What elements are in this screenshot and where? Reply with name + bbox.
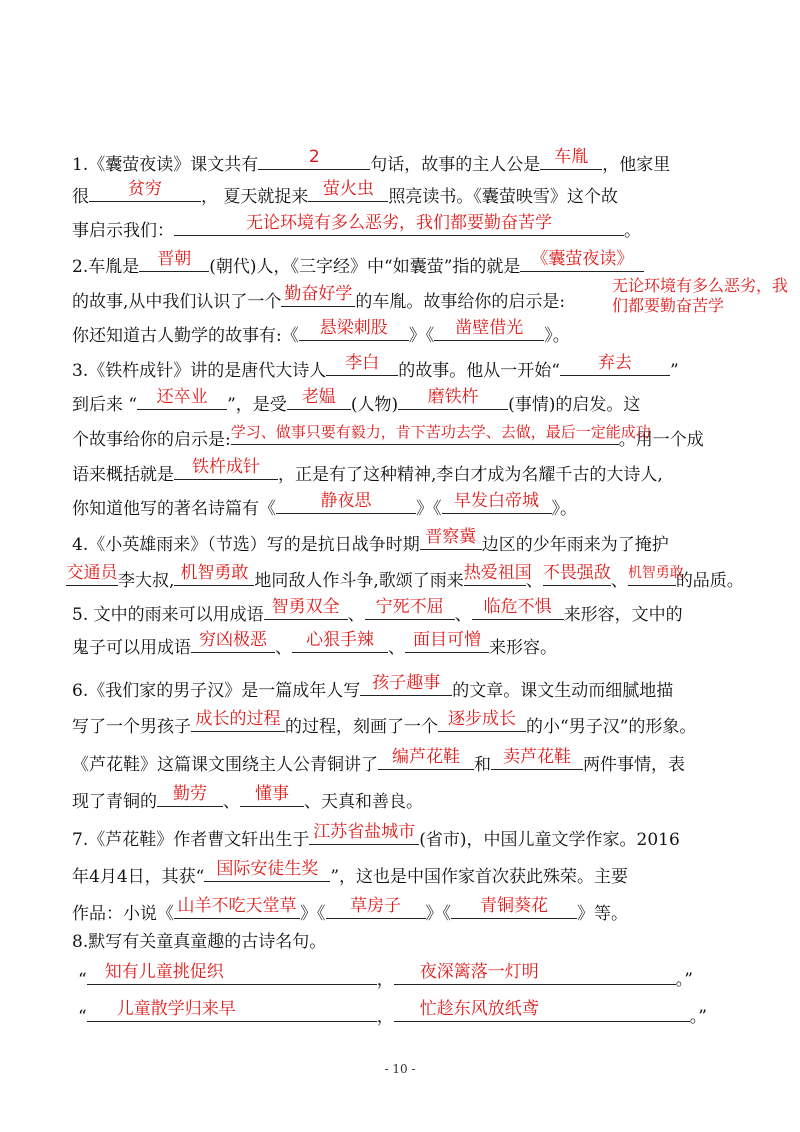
answer: 老媪: [301, 387, 336, 407]
answer: 无论环境有多么恶劣，我们都要勤奋苦学: [246, 213, 552, 233]
answer: 心狠手辣: [306, 630, 374, 650]
q1-line1: 1.《囊萤夜读》课文共有 2 句话，故事的主人公是 车胤 ，他家里: [72, 147, 671, 175]
answer: 儿童散学归来早: [116, 999, 236, 1019]
answer: 学习、做事只要有毅力，肯下苦功去学、去做，最后一定能成功: [230, 423, 651, 441]
q6-ans3-blank: [438, 707, 526, 732]
q8-ans3-blank: [87, 997, 377, 1022]
answer: 草房子: [350, 896, 401, 916]
q5-ans1-blank: [264, 595, 348, 620]
q8-title: 8.默写有关童真童趣的古诗名句。: [72, 932, 327, 952]
answer: 勤劳: [173, 784, 207, 804]
answer: 早发白帝城: [454, 491, 539, 511]
q2-line3: 你还知道古人勤学的故事有:《 悬梁刺股 》《 凿壁借光 》。: [72, 318, 570, 346]
q6-ans7-blank: [240, 782, 304, 807]
q5-ans2-blank: [365, 595, 455, 620]
q6-line1: 6.《我们家的男子汉》是一篇成年人写 孩子趣事 的文章。课文生动而细腻地描: [72, 673, 674, 701]
q4-w1-blank: [174, 561, 254, 586]
q2-line2: 的故事,从中我们认识了一个 勤奋好学 的车胤。故事给你的启示是:: [72, 284, 566, 312]
q3-poet-blank: [326, 351, 398, 376]
answer: 2: [308, 147, 320, 167]
q4-line1: 4.《小英雄雨来》（节选）写的是抗日战争时期 晋察冀 边区的少年雨来为了掩护: [72, 527, 669, 555]
answer: 夜深篱落一灯明: [419, 962, 539, 982]
answer: 懂事: [255, 784, 289, 804]
page-number: - 10 -: [384, 1062, 416, 1076]
q2-trait-blank: [281, 282, 355, 307]
answer: 凿壁借光: [455, 318, 524, 338]
q1-firefly-blank: [308, 177, 388, 202]
answer: 不畏强敌: [542, 563, 611, 583]
answer: 李白: [345, 353, 380, 373]
answer: 忙趁东风放纸鸢: [419, 999, 539, 1019]
answer: 孩子趣事: [372, 673, 441, 693]
answer: 江苏省盐城市: [313, 822, 416, 842]
q3-person-blank: [287, 385, 351, 410]
q7-ans2-blank: [204, 857, 330, 882]
q5-ans5-blank: [292, 628, 388, 653]
answer: 还卒业: [156, 387, 208, 407]
q7-line2: 年4月4日，其获“ 国际安徒生奖 ”，这也是中国作家首次获此殊荣。主要: [72, 859, 629, 887]
q8-line1: “ 知有儿童挑促织 ， 夜深篱落一灯明 。”: [78, 962, 693, 990]
q7-ans1-blank: [309, 820, 419, 845]
q4-w2-blank: [463, 561, 532, 586]
q6-ans2-blank: [191, 707, 285, 732]
answer: 磨铁杵: [427, 387, 479, 407]
answer: 逐步成长: [448, 709, 516, 729]
answer: 山羊不吃天堂草: [177, 896, 297, 916]
q3-line1: 3.《铁杵成针》讲的是唐代大诗人 李白 的故事。他从一开始“ 弃去 ”: [72, 353, 679, 381]
q6-ans1-blank: [360, 671, 452, 696]
q3-event-blank: [398, 385, 508, 410]
answer: 悬梁刺股: [319, 318, 388, 338]
q6-line2: 写了一个男孩子 成长的过程 的过程，刻画了一个 逐步成长 的小“男子汉”的形象。: [72, 709, 697, 737]
q2-story1-blank: [299, 316, 409, 341]
answer: 编芦花鞋: [392, 747, 460, 767]
q8-ans2-blank: [394, 960, 676, 985]
q7-ans5-blank: [451, 894, 577, 919]
answer: 静夜思: [320, 491, 372, 511]
q1-line2: 很 贫穷 ， 夏天就捉来 萤火虫 照亮读书。《囊萤映雪》这个故: [72, 179, 618, 207]
answer: 车胤: [554, 147, 589, 167]
q3-idiom-blank: [174, 455, 278, 480]
q3-line4: 语来概括就是 铁杵成针 ，正是有了这种精神,李白才成为名耀千古的大诗人,: [72, 457, 663, 485]
q4-officer-blank: [66, 561, 118, 586]
q6-line4: 现了青铜的 勤劳 、 懂事 、天真和善良。: [72, 784, 423, 812]
q1-line3: 事启示我们： 无论环境有多么恶劣，我们都要勤奋苦学 。: [72, 213, 641, 241]
q7-ans4-blank: [326, 894, 426, 919]
q5-line1: 5. 文中的雨来可以用成语 智勇双全 、 宁死不屈 、 临危不惧 来形容，文中的: [72, 597, 683, 625]
answer: 卖芦花鞋: [503, 747, 571, 767]
q5-ans4-blank: [191, 628, 275, 653]
q3-giveup-blank: [560, 351, 670, 376]
q6-ans5-blank: [491, 745, 583, 770]
answer: 贫穷: [128, 179, 162, 199]
q4-region-blank: [420, 525, 482, 550]
q1-lesson-blank: [174, 211, 624, 236]
q7-ans3-blank: [174, 894, 300, 919]
q3-lesson-blank: [230, 420, 651, 445]
q4-w4-blank: [627, 561, 684, 586]
answer: 国际安徒生奖: [216, 859, 319, 879]
q3-line5: 你知道他写的著名诗篇有《 静夜思 》《 早发白帝城 》。: [72, 491, 577, 519]
q8-line2: “ 儿童散学归来早 ， 忙趁东风放纸鸢 。”: [78, 999, 707, 1027]
answer: 铁杵成针: [192, 457, 260, 477]
answer: 面目可憎: [413, 630, 481, 650]
answer: 机智勇敢: [627, 565, 684, 581]
answer: 交通员: [66, 563, 118, 583]
q8-ans1-blank: [87, 960, 377, 985]
answer: 晋朝: [157, 249, 192, 269]
answer: 机智勇敢: [180, 563, 249, 583]
answer: 萤火虫: [322, 179, 374, 199]
q6-line3: 《芦花鞋》这篇课文围绕主人公青铜讲了 编芦花鞋 和 卖芦花鞋 两件事情，表: [72, 747, 685, 775]
q5-ans6-blank: [405, 628, 489, 653]
q3-poem1-blank: [276, 489, 416, 514]
answer: 晋察冀: [425, 527, 477, 547]
q2-story-blank: [520, 247, 644, 272]
q1-poor-blank: [89, 177, 201, 202]
answer: 热爱祖国: [463, 563, 532, 583]
q3-line2: 到后来 “ 还卒业 ”，是受 老媪 (人物) 磨铁杵 (事情)的启发。这: [72, 387, 641, 415]
q1-count-blank: [258, 145, 370, 170]
answer: 穷凶极恶: [199, 630, 267, 650]
answer: 《囊萤夜读》: [531, 249, 634, 269]
q2-dynasty-blank: [139, 247, 209, 272]
q6-ans4-blank: [378, 745, 474, 770]
q4-w3-blank: [543, 561, 611, 586]
answer: 成长的过程: [195, 709, 281, 729]
q2-story2-blank: [434, 316, 544, 341]
q2-line1: 2.车胤是 晋朝 (朝代)人，《三字经》中“如囊萤”指的就是 《囊萤夜读》: [72, 247, 644, 277]
q8-ans4-blank: [394, 997, 690, 1022]
q5-ans3-blank: [472, 595, 564, 620]
answer: 弃去: [597, 353, 632, 373]
answer: 知有儿童挑促织: [104, 962, 224, 982]
q7-line3: 作品：小说《 山羊不吃天堂草 》《 草房子 》《 青铜葵花 》等。: [72, 896, 628, 924]
answer: 智勇双全: [271, 597, 340, 617]
answer: 临危不惧: [483, 597, 552, 617]
q5-line2: 鬼子可以用成语 穷凶极恶 、 心狠手辣 、 面目可憎 来形容。: [72, 630, 557, 658]
q1-name-blank: [540, 145, 602, 170]
answer: 宁死不屈: [375, 597, 444, 617]
q4-line2: 交通员 李大叔, 机智勇敢 地同敌人作斗争,歌颂了雨来 热爱祖国 、 不畏强敌 、 机智勇敢 的品质。: [66, 563, 744, 591]
q3-poem2-blank: [442, 489, 552, 514]
q2-lesson-answer: 无论环境有多么恶劣，我们都要勤奋苦学: [612, 276, 789, 315]
q6-ans6-blank: [157, 782, 223, 807]
q3-return-blank: [137, 385, 227, 410]
q7-line1: 7.《芦花鞋》作者曹文轩出生于 江苏省盐城市 (省市)，中国儿童文学作家。2016: [72, 822, 680, 850]
answer: 勤奋好学: [284, 284, 353, 304]
q3-line3: 个故事给你的启示是: 学习、做事只要有毅力，肯下苦功去学、去做，最后一定能成功 。用一个成: [72, 420, 704, 450]
answer: 青铜葵花: [480, 896, 548, 916]
